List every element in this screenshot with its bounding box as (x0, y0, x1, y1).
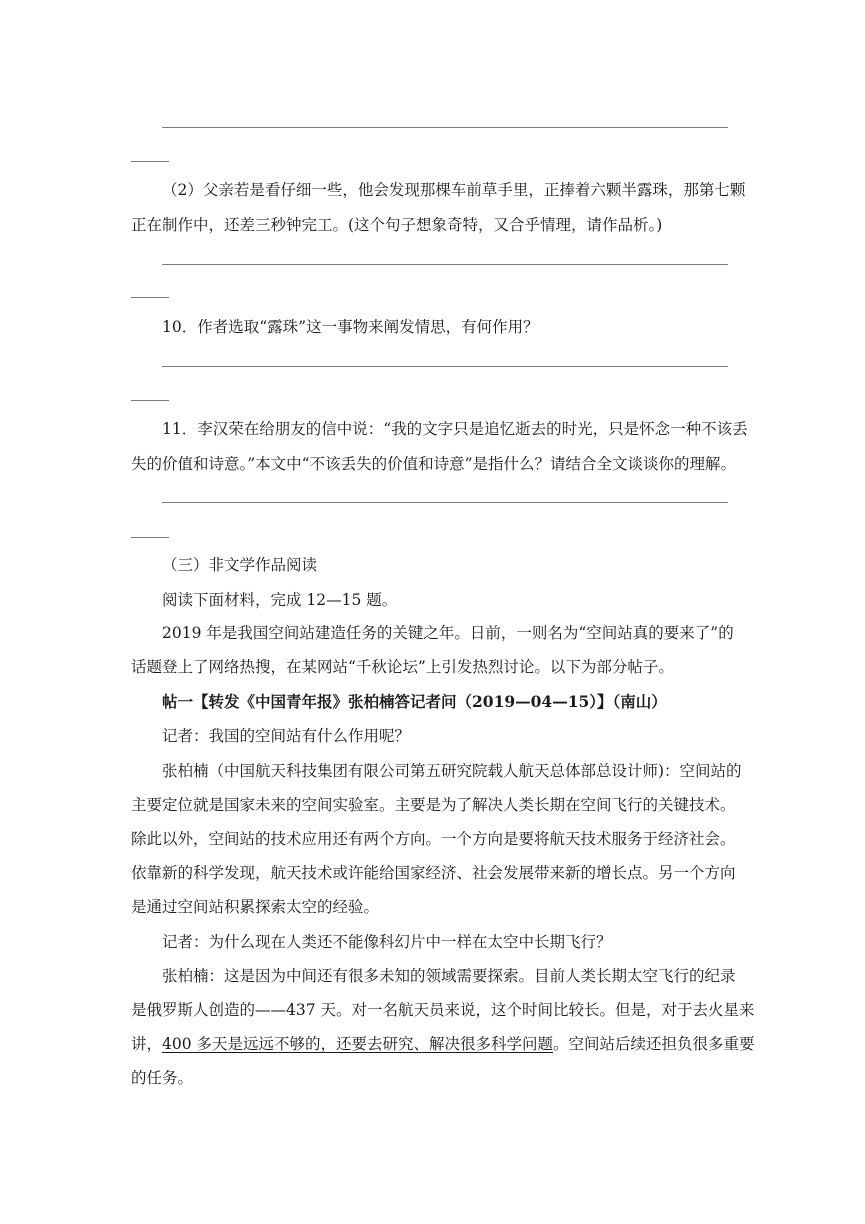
reporter-question-2: 记者：为什么现在人类还不能像科幻片中一样在太空中长期飞行？ (162, 933, 612, 951)
answer2-line3 (131, 1034, 755, 1054)
answer1-line5: 是通过空间站积累探索太空的经验。 (131, 898, 380, 916)
answer-line (162, 127, 728, 128)
answer2-line2: 是俄罗斯人创造的——437 天。对一名航天员来说，这个时间比较长。但是，对于去火星来 (131, 1001, 755, 1019)
answer1-line4: 依靠新的科学发现，航天技术或许能给国家经济、社会发展带来新的增长点。另一个方向 (131, 864, 736, 882)
reporter-question-1: 记者：我国的空间站有什么作用呢？ (162, 727, 411, 745)
question-9-2-line2: 正在制作中，还差三秒钟完工。(这个句子想象奇特，又合乎情理，请作品析。) (131, 216, 663, 234)
answer1-line1: 张柏楠（中国航天科技集团有限公司第五研究院载人航天总体部总设计师)：空间站的 (162, 762, 742, 780)
answer2-line3-pre: 讲， (131, 1035, 163, 1053)
instruction: 阅读下面材料，完成 12—15 题。 (162, 591, 398, 609)
section-heading: （三）非文学作品阅读 (162, 556, 318, 574)
question-9-2-line1: （2）父亲若是看仔细一些，他会发现那棵车前草手里，正捧着六颗半露珠，那第七颗 (162, 181, 746, 199)
answer1-line3: 除此以外，空间站的技术应用还有两个方向。一个方向是要将航天技术服务于经济社会。 (131, 830, 736, 848)
answer-line (162, 366, 728, 367)
question-10: 10．作者选取“露珠”这一事物来阐发情思，有何作用？ (162, 318, 539, 336)
question-11-line1: 11．李汉荣在给朋友的信中说：“我的文字只是追忆逝去的时光，只是怀念一种不该丢 (162, 420, 748, 438)
post-title: 帖一【转发《中国青年报》张柏楠答记者问（2019—04—15）】（南山） (162, 692, 667, 711)
answer-line-end (131, 400, 169, 401)
answer2-line4: 的任务。 (131, 1069, 194, 1087)
underlined-sentence: 400 多天是远远不够的，还要去研究、解决很多科学问题 (162, 1035, 554, 1053)
question-11-line2: 失的价值和诗意。”本文中“不该丢失的价值和诗意”是指什么？请结合全文谈谈你的理解。 (131, 455, 737, 473)
answer-line-end (131, 297, 169, 298)
intro-line2: 话题登上了网络热搜，在某网站“千秋论坛”上引发热烈讨论。以下为部分帖子。 (131, 658, 674, 676)
answer-line (162, 264, 728, 265)
answer2-line3-post: 。空间站后续还担负很多重要 (553, 1035, 755, 1053)
answer-line-end (131, 537, 169, 538)
intro-line1: 2019 年是我国空间站建造任务的关键之年。日前，一则名为“空间站真的要来了”的 (162, 624, 734, 642)
answer-line-end (131, 161, 169, 162)
answer1-line2: 主要定位就是国家未来的空间实验室。主要是为了解决人类长期在空间飞行的关键技术。 (131, 796, 736, 814)
answer-line (162, 502, 728, 503)
answer2-line1: 张柏楠：这是因为中间还有很多未知的领域需要探索。目前人类长期太空飞行的纪录 (162, 967, 736, 985)
